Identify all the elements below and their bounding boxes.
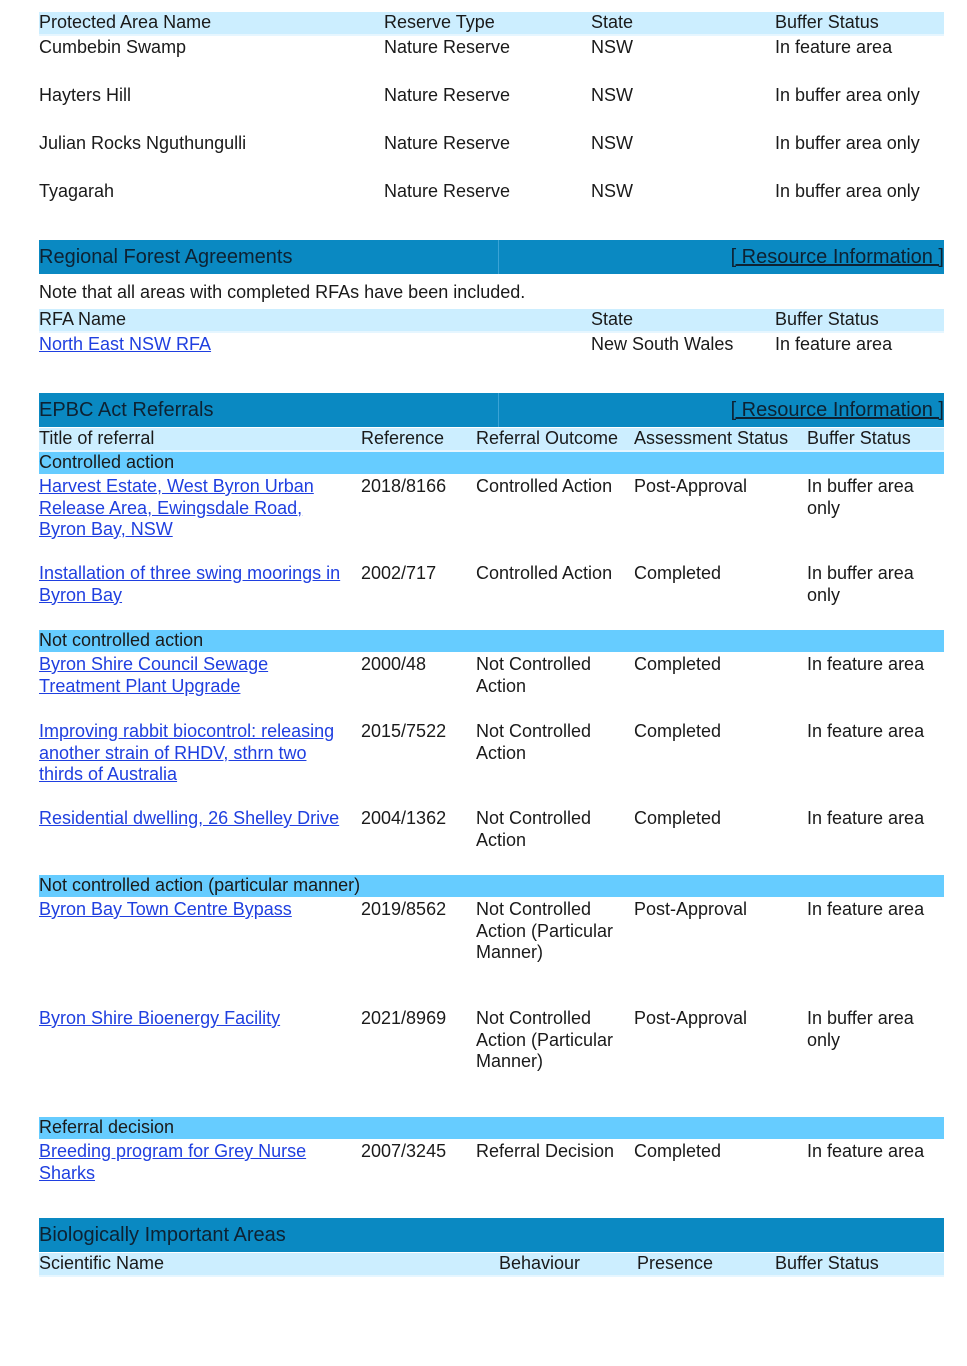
col-header-buffer-status: Buffer Status — [775, 12, 879, 32]
reference: 2018/8166 — [361, 476, 447, 496]
referral-title-link[interactable]: Installation of three swing moorings in Byron Bay — [39, 563, 341, 605]
col-header-behaviour: Behaviour — [499, 1253, 581, 1273]
divider — [498, 240, 499, 274]
divider — [498, 393, 499, 427]
referral-title-link[interactable]: Byron Bay Town Centre Bypass — [39, 899, 292, 919]
assessment-status: Post-Approval — [634, 476, 748, 496]
col-header-state: State — [591, 309, 634, 329]
section-title: EPBC Act Referrals — [39, 399, 214, 421]
protected-area-name: Hayters Hill — [39, 85, 132, 105]
col-header-buffer-status: Buffer Status — [807, 428, 911, 448]
reference: 2007/3245 — [361, 1141, 447, 1161]
referral-outcome: Not Controlled Action — [476, 808, 592, 850]
reference: 2002/717 — [361, 563, 437, 583]
col-header-buffer-status: Buffer Status — [775, 309, 879, 329]
col-header-state: State — [591, 12, 634, 32]
referral-title-link[interactable]: Harvest Estate, West Byron Urban Release Area, Ewingsdale Road, Byron Bay, NSW — [39, 476, 314, 539]
reference: 2000/48 — [361, 654, 427, 674]
buffer-status: In buffer area only — [807, 1008, 914, 1050]
assessment-status: Completed — [634, 563, 722, 583]
rfa-note: Note that all areas with completed RFAs have been included. — [39, 282, 526, 302]
buffer-status: In feature area — [807, 808, 925, 828]
referral-outcome: Referral Decision — [476, 1141, 615, 1161]
buffer-status: In feature area — [807, 654, 925, 674]
reserve-type: Nature Reserve — [384, 85, 511, 105]
assessment-status: Post-Approval — [634, 899, 748, 919]
referral-title-link[interactable]: Improving rabbit biocontrol: releasing another strain of RHDV, sthrn two thirds of Australia — [39, 721, 335, 784]
state: NSW — [591, 133, 633, 153]
buffer-status: In buffer area only — [807, 476, 914, 518]
buffer-status: In feature area — [807, 899, 925, 919]
col-header-reference: Reference — [361, 428, 445, 448]
reference: 2015/7522 — [361, 721, 447, 741]
referral-outcome: Not Controlled Action — [476, 654, 592, 696]
referral-title-link[interactable]: Breeding program for Grey Nurse Sharks — [39, 1141, 307, 1183]
col-header-buffer-status: Buffer Status — [775, 1253, 879, 1273]
referral-title-link[interactable]: Byron Shire Council Sewage Treatment Plant Upgrade — [39, 654, 269, 696]
col-header-title-of-referral: Title of referral — [39, 428, 155, 448]
col-header-scientific-name: Scientific Name — [39, 1253, 165, 1273]
protected-area-name: Tyagarah — [39, 181, 115, 201]
buffer-status: In feature area — [807, 1141, 925, 1161]
referral-outcome: Not Controlled Action — [476, 721, 592, 763]
state: NSW — [591, 37, 633, 57]
col-header-referral-outcome: Referral Outcome — [476, 428, 619, 448]
state: NSW — [591, 85, 633, 105]
protected-area-name: Julian Rocks Nguthungulli — [39, 133, 247, 153]
col-header-rfa-name: RFA Name — [39, 309, 127, 329]
bia-section-header — [39, 1218, 944, 1252]
section-title: Regional Forest Agreements — [39, 246, 293, 268]
col-header-protected-area-name: Protected Area Name — [39, 12, 212, 32]
buffer-status: In buffer area only — [775, 133, 920, 153]
group-header-controlled-action — [39, 452, 944, 474]
group-label: Not controlled action (particular manner) — [39, 875, 361, 895]
reference: 2021/8969 — [361, 1008, 447, 1028]
buffer-status: In buffer area only — [775, 181, 920, 201]
referral-title-link[interactable]: Residential dwelling, 26 Shelley Drive — [39, 808, 340, 828]
referral-outcome: Controlled Action — [476, 563, 613, 583]
section-title: Biologically Important Areas — [39, 1224, 286, 1246]
protected-area-name: Cumbebin Swamp — [39, 37, 187, 57]
epbc-section-header — [39, 393, 944, 427]
rfa-section-header — [39, 240, 944, 274]
buffer-status: In buffer area only — [775, 85, 920, 105]
assessment-status: Post-Approval — [634, 1008, 748, 1028]
reserve-type: Nature Reserve — [384, 181, 511, 201]
buffer-status: In buffer area only — [807, 563, 914, 605]
col-header-assessment-status: Assessment Status — [634, 428, 789, 448]
reserve-type: Nature Reserve — [384, 37, 511, 57]
buffer-status: In feature area — [807, 721, 925, 741]
buffer-status: In feature area — [775, 37, 893, 57]
col-header-reserve-type: Reserve Type — [384, 12, 495, 32]
col-header-presence: Presence — [637, 1253, 714, 1273]
assessment-status: Completed — [634, 721, 722, 741]
resource-information-link[interactable]: [ Resource Information ] — [730, 399, 944, 421]
reference: 2019/8562 — [361, 899, 447, 919]
assessment-status: Completed — [634, 808, 722, 828]
referral-outcome: Controlled Action — [476, 476, 613, 496]
referral-outcome: Not Controlled Action (Particular Manner) — [476, 899, 614, 962]
assessment-status: Completed — [634, 1141, 722, 1161]
reference: 2004/1362 — [361, 808, 447, 828]
rfa-name-link[interactable]: North East NSW RFA — [39, 334, 212, 354]
buffer-status: In feature area — [775, 334, 893, 354]
group-label: Referral decision — [39, 1117, 175, 1137]
reserve-type: Nature Reserve — [384, 133, 511, 153]
group-header-referral-decision — [39, 1117, 944, 1139]
group-label: Controlled action — [39, 452, 175, 472]
group-label: Not controlled action — [39, 630, 204, 650]
assessment-status: Completed — [634, 654, 722, 674]
state: New South Wales — [591, 334, 734, 354]
state: NSW — [591, 181, 633, 201]
referral-title-link[interactable]: Byron Shire Bioenergy Facility — [39, 1008, 281, 1028]
resource-information-link[interactable]: [ Resource Information ] — [730, 246, 944, 268]
referral-outcome: Not Controlled Action (Particular Manner) — [476, 1008, 614, 1071]
